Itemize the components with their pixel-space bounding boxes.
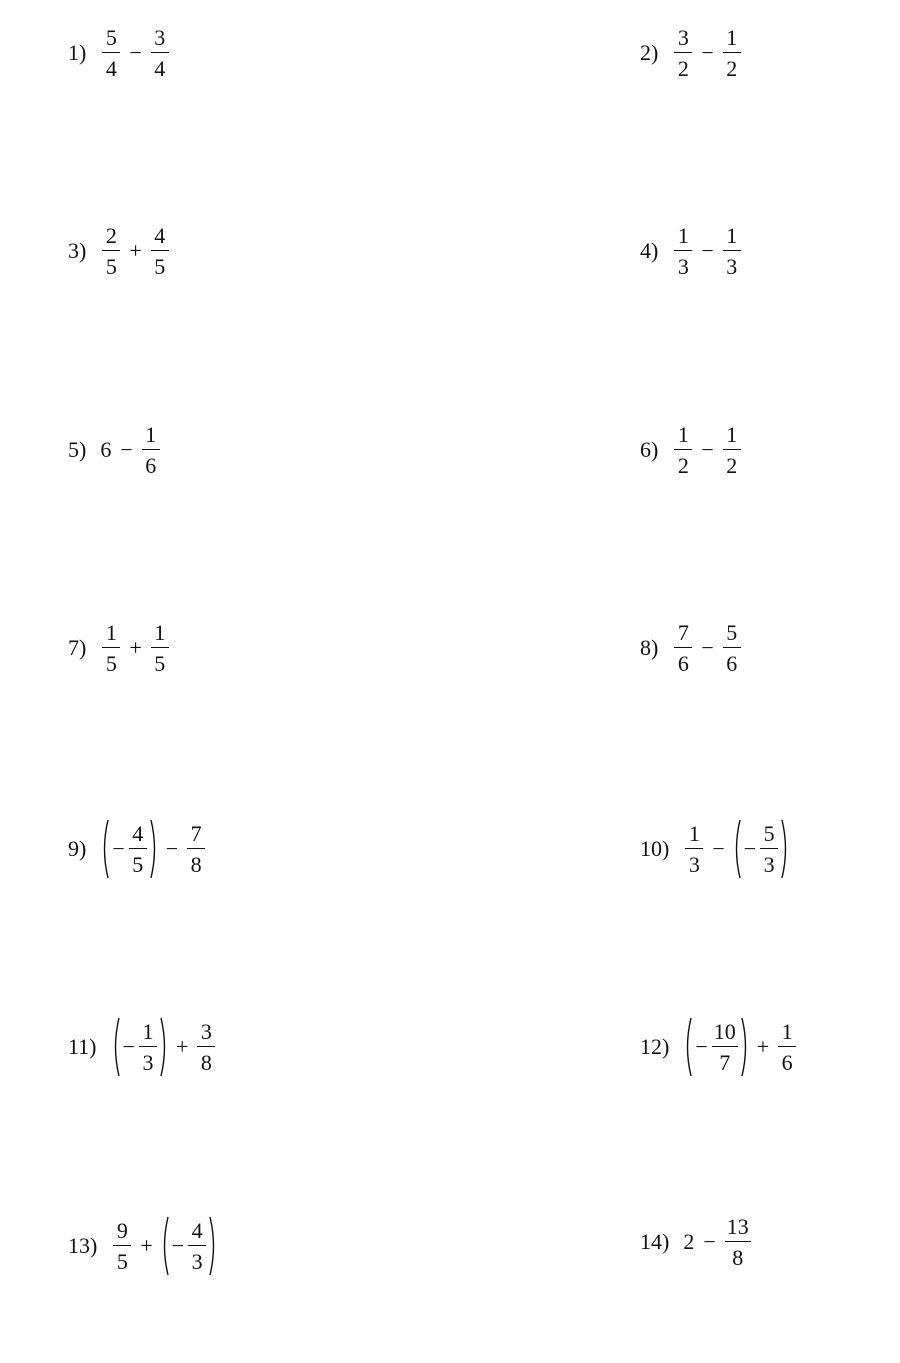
problem-number: 2) — [640, 40, 659, 66]
fraction-numerator: 3 — [154, 25, 166, 50]
fraction — [197, 1020, 215, 1074]
problem-number: 12) — [640, 1034, 670, 1059]
operator: − — [120, 437, 133, 463]
left-parenthesis — [683, 1016, 693, 1078]
problem-number: 8) — [640, 635, 659, 661]
right-parenthesis — [149, 818, 159, 880]
right-parenthesis — [780, 818, 790, 880]
problem-10 — [640, 818, 790, 880]
problem-number: 11) — [68, 1034, 97, 1059]
fraction-denominator: 2 — [726, 56, 738, 82]
fraction — [151, 224, 169, 278]
fraction-numerator: 1 — [142, 1018, 154, 1044]
fraction — [188, 1219, 206, 1273]
fraction-numerator: 5 — [105, 25, 117, 50]
problem-expression — [672, 423, 742, 477]
fraction-numerator: 1 — [726, 422, 738, 447]
operator: − — [129, 40, 142, 66]
left-parenthesis — [111, 1016, 121, 1078]
operator: − — [712, 836, 725, 861]
fraction — [113, 1219, 131, 1273]
problem-1 — [68, 26, 171, 80]
problem-expression — [100, 818, 207, 880]
problem-2 — [640, 26, 743, 80]
parenthesized-term — [160, 1215, 218, 1277]
fraction-denominator: 5 — [116, 1249, 128, 1274]
fraction — [102, 621, 120, 675]
fraction — [187, 822, 205, 876]
fraction — [674, 224, 692, 278]
fraction-denominator: 8 — [732, 1245, 744, 1271]
problem-expression — [672, 621, 742, 675]
fraction-numerator: 9 — [116, 1217, 128, 1243]
fraction — [129, 822, 147, 876]
fraction-numerator: 7 — [677, 620, 689, 645]
right-parenthesis — [740, 1016, 750, 1078]
fraction — [778, 1020, 796, 1074]
fraction-numerator: 1 — [726, 25, 738, 50]
fraction-denominator: 6 — [145, 453, 157, 479]
fraction-numerator: 7 — [190, 820, 202, 846]
fraction — [723, 224, 741, 278]
fraction-denominator: 8 — [200, 1050, 212, 1075]
fraction-denominator: 2 — [677, 56, 689, 82]
problem-number: 3) — [68, 238, 87, 264]
fraction-numerator: 13 — [726, 1214, 749, 1239]
whole-number: 6 — [100, 437, 112, 463]
fraction — [142, 423, 160, 477]
fraction-denominator: 3 — [191, 1249, 203, 1274]
problem-expression — [672, 26, 742, 80]
problem-9 — [68, 818, 207, 880]
fraction-numerator: 2 — [105, 223, 117, 248]
problem-12 — [640, 1016, 798, 1078]
problem-14 — [640, 1215, 753, 1269]
fraction-numerator: 1 — [726, 223, 738, 248]
problem-expression — [672, 224, 742, 278]
problem-13 — [68, 1215, 218, 1277]
fraction-denominator: 3 — [763, 852, 775, 877]
fraction-denominator: 3 — [142, 1050, 154, 1075]
problem-expression — [111, 1215, 218, 1277]
fraction — [674, 26, 692, 80]
fraction-denominator: 5 — [105, 651, 117, 677]
fraction-denominator: 3 — [688, 852, 700, 877]
fraction-numerator: 10 — [713, 1018, 736, 1044]
left-parenthesis — [160, 1215, 170, 1277]
problem-5 — [68, 423, 162, 477]
parenthesized-term — [683, 1016, 749, 1078]
fraction — [139, 1020, 157, 1074]
problem-expression — [100, 423, 161, 477]
parenthesized-term — [732, 818, 790, 880]
parenthesized-term — [111, 1016, 169, 1078]
fraction-denominator: 5 — [154, 254, 166, 280]
fraction — [723, 621, 741, 675]
problem-7 — [68, 621, 171, 675]
fraction — [674, 423, 692, 477]
fraction-denominator: 3 — [677, 254, 689, 280]
negative-sign: − — [695, 1034, 708, 1059]
problem-11 — [68, 1016, 217, 1078]
problem-number: 6) — [640, 437, 659, 463]
fraction-denominator: 5 — [105, 254, 117, 280]
fraction-denominator: 6 — [781, 1050, 793, 1075]
operator: − — [701, 238, 714, 264]
problem-number: 5) — [68, 437, 87, 463]
fraction-numerator: 3 — [677, 25, 689, 50]
fraction — [723, 26, 741, 80]
negative-sign: − — [122, 1034, 135, 1059]
problem-number: 10) — [640, 836, 670, 861]
fraction-numerator: 1 — [781, 1018, 793, 1044]
operator: − — [165, 836, 179, 861]
problem-expression — [100, 26, 170, 80]
fraction-numerator: 4 — [154, 223, 166, 248]
parenthesized-term — [100, 818, 158, 880]
operator: − — [701, 635, 714, 661]
fraction — [760, 822, 778, 876]
fraction-numerator: 1 — [105, 620, 117, 645]
left-parenthesis — [100, 818, 110, 880]
fraction-denominator: 2 — [677, 453, 689, 479]
fraction — [723, 423, 741, 477]
problem-expression — [100, 224, 170, 278]
fraction — [674, 621, 692, 675]
fraction — [685, 822, 703, 876]
fraction-denominator: 4 — [154, 56, 166, 82]
fraction-numerator: 1 — [154, 620, 166, 645]
fraction-numerator: 5 — [726, 620, 738, 645]
problem-number: 14) — [640, 1229, 670, 1255]
problem-expression — [683, 818, 790, 880]
problem-number: 7) — [68, 635, 87, 661]
fraction-denominator: 5 — [132, 852, 144, 877]
fraction-denominator: 6 — [677, 651, 689, 677]
negative-sign: − — [743, 836, 757, 861]
fraction-numerator: 1 — [677, 223, 689, 248]
problem-number: 1) — [68, 40, 87, 66]
negative-sign: − — [112, 836, 125, 861]
problem-number: 13) — [68, 1233, 98, 1258]
problem-expression — [111, 1016, 218, 1078]
problem-6 — [640, 423, 743, 477]
fraction-numerator: 5 — [763, 820, 775, 846]
fraction-denominator: 4 — [105, 56, 117, 82]
problem-4 — [640, 224, 743, 278]
operator: + — [129, 238, 142, 264]
fraction-denominator: 3 — [726, 254, 738, 280]
problem-expression — [683, 1016, 798, 1078]
fraction-numerator: 3 — [200, 1018, 212, 1044]
fraction — [151, 26, 169, 80]
operator: + — [756, 1034, 770, 1059]
fraction — [712, 1020, 738, 1074]
left-parenthesis — [732, 818, 742, 880]
problem-expression — [683, 1215, 752, 1269]
operator: − — [701, 40, 714, 66]
fraction-denominator: 8 — [190, 852, 202, 877]
fraction-denominator: 5 — [154, 651, 166, 677]
right-parenthesis — [208, 1215, 218, 1277]
right-parenthesis — [159, 1016, 169, 1078]
fraction-numerator: 4 — [132, 820, 144, 846]
fraction-denominator: 2 — [726, 453, 738, 479]
problem-3 — [68, 224, 171, 278]
problem-8 — [640, 621, 743, 675]
problem-number: 4) — [640, 238, 659, 264]
negative-sign: − — [171, 1233, 185, 1258]
fraction-denominator: 7 — [719, 1050, 731, 1075]
operator: − — [701, 437, 714, 463]
fraction-denominator: 6 — [726, 651, 738, 677]
operator: + — [129, 635, 142, 661]
operator: − — [703, 1229, 716, 1255]
fraction-numerator: 1 — [145, 422, 157, 447]
fraction-numerator: 1 — [688, 820, 700, 846]
fraction — [102, 224, 120, 278]
operator: + — [140, 1233, 153, 1258]
fraction — [151, 621, 169, 675]
fraction — [102, 26, 120, 80]
fraction-numerator: 1 — [677, 422, 689, 447]
problem-number: 9) — [68, 836, 87, 861]
fraction-numerator: 4 — [191, 1217, 203, 1243]
problem-expression — [100, 621, 170, 675]
fraction — [725, 1215, 751, 1269]
whole-number: 2 — [683, 1229, 695, 1255]
operator: + — [175, 1034, 189, 1059]
